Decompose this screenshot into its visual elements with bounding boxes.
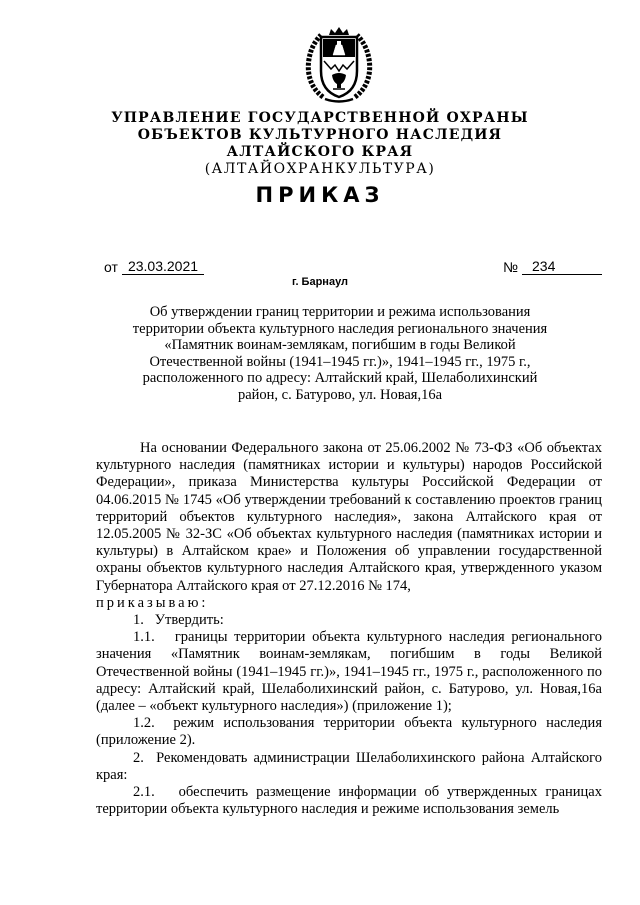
order-body [96,440,602,818]
document-type-title: ПРИКАЗ [255,183,385,207]
item-2: 2. Рекомендовать администрации Шелаболихинского района Алтайского края: [96,749,602,783]
order-number: 234 [522,259,602,275]
order-word: приказываю: [96,594,209,611]
number-prefix: № [503,259,519,275]
item-1-1: 1.1. границы территории объекта культурного наследия регионального значения «Памятник воинам-землякам, погибшим в годы Великой Отечественной войны (1941–1945 гг.)», 1941–1945 гг., 1975 г., расположенного по адресу: Алтайский край, Шелаболихинский район, с. Батурово, ул. Новая,16а (далее – «объект культурного наследия») (приложение 1); [96,629,602,715]
order-subject: Об утверждении границ территории и режима использования территории объекта культурного наследия регионального значения «Памятник воинам-землякам, погибшим в годы Великой Отечественной войны (1941–1945 гг.)», 1941–1945 гг., 1975 г., расположенного по адресу: Алтайский край, Шелаболихинский район, с. Батурово, ул. Новая,16а [132,304,548,403]
agency-short-name: (АЛТАЙОХРАНКУЛЬТУРА) [204,161,436,177]
preamble-paragraph: На основании Федерального закона от 25.06.2002 № 73-ФЗ «Об объектах культурного наследия (памятниках истории и культуры) народов Российской Федерации», приказа Министерства культуры Российской Федерации от 04.06.2015 № 1745 «Об утверждении требований к составлению проектов границ территорий объектов культурного наследия», закона Алтайского края от 12.05.2005 № 32-ЗС «Об объектах культурного наследия (памятниках истории и культуры) в Алтайском крае» и Положения об управлении государственной охраны объектов культурного наследия Алтайского края, утвержденного указом Губернатора Алтайского края от 27.12.2016 № 174, [96,440,602,594]
city-name: г. Барнаул [291,276,349,288]
item-1-2: 1.2. режим использования территории объекта культурного наследия (приложение 2). [96,715,602,749]
agency-name-line-1: УПРАВЛЕНИЕ ГОСУДАРСТВЕННОЙ ОХРАНЫ [111,110,529,126]
altai-krai-coat-of-arms-icon [301,25,377,105]
item-2-1: 2.1. обеспечить размещение информации об утвержденных границах территории объекта культурного наследия и режиме использования земель [96,784,602,818]
item-1: 1. Утвердить: [133,612,224,629]
date-prefix: от [104,259,118,275]
agency-name-line-3: АЛТАЙСКОГО КРАЯ [226,144,414,160]
agency-name-line-2: ОБЪЕКТОВ КУЛЬТУРНОГО НАСЛЕДИЯ [137,127,503,143]
order-date: 23.03.2021 [122,259,204,275]
